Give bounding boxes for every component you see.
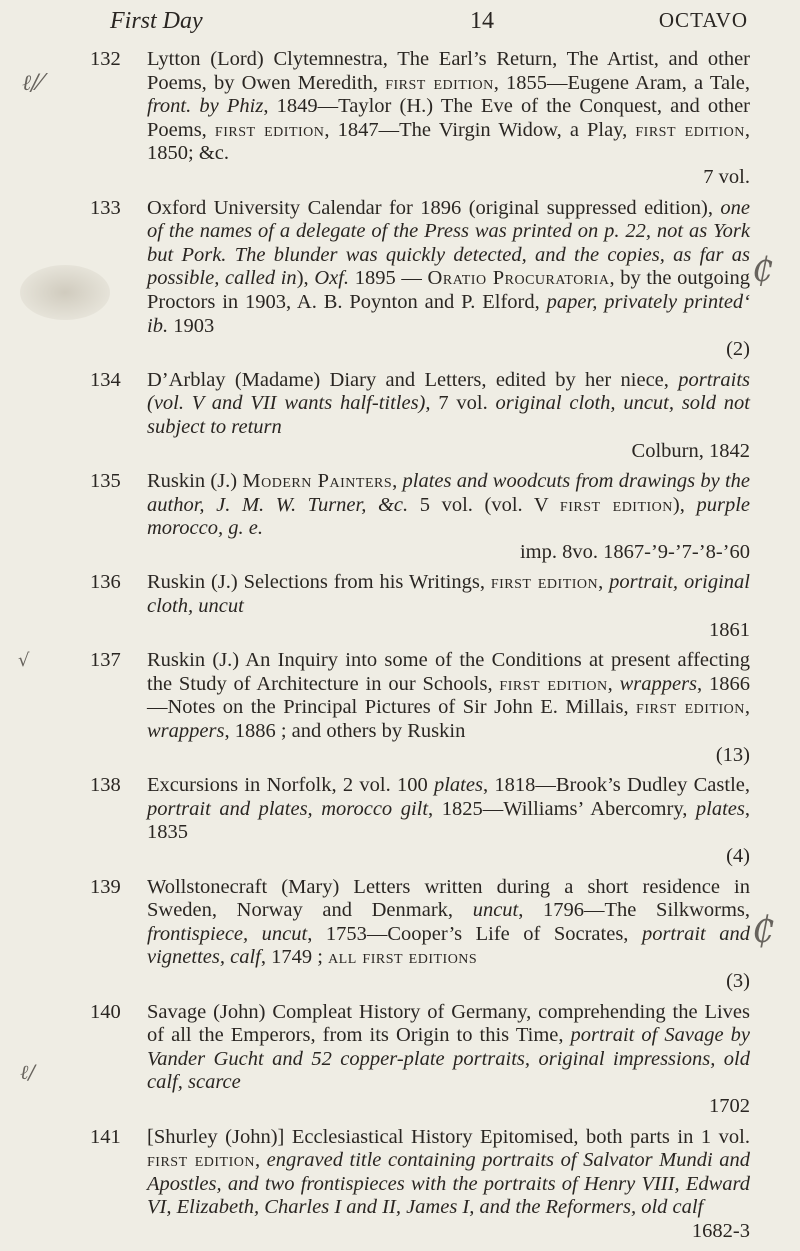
lot-text-segment: first edition	[559, 493, 673, 516]
lot-entry	[90, 774, 750, 868]
lot-text-segment: , 1855—Eugene Aram, a Tale,	[493, 71, 750, 94]
lot-text-segment: paper, privately printed‘ ib.	[147, 290, 750, 337]
lot-number: 133	[90, 196, 121, 219]
lot-text-segment: , 1749 ;	[260, 946, 329, 969]
lot-number: 140	[90, 1000, 121, 1023]
lot-entry	[90, 649, 750, 767]
lot-text-segment: first edition	[214, 118, 325, 141]
page-header	[110, 8, 748, 38]
lot-text-segment: , 1818—Brook’s Dudley Castle,	[482, 774, 750, 797]
lot-text-segment: first edition	[147, 1149, 255, 1172]
lot-text-segment: ,	[607, 672, 620, 695]
lot-text-segment: , 1796—The Silkworms,	[518, 899, 751, 922]
lot-text-segment: Savage (John) Compleat History of Germany, comprehending the Lives of all the Emperors, from its Origin to this Time,	[147, 1000, 750, 1047]
lot-entry	[90, 876, 750, 994]
lot-text-segment: 1903	[168, 314, 215, 337]
lot-entry	[90, 1126, 750, 1244]
lot-text-segment: first edition	[490, 571, 599, 594]
lot-text-segment: Oratio Procuratoria	[427, 267, 610, 290]
lot-text-segment: engraved title containing portraits of Salvator Mundi and Apostles, and two frontispieces with the portraits of Henry VIII, Edward VI, Elizabeth, Charles I and II, James I, and the Reformers, old calf	[147, 1149, 751, 1219]
lot-number: 132	[90, 48, 121, 70]
lot-text-segment: ,	[392, 470, 403, 493]
lot-text-segment: plates	[433, 774, 483, 797]
lot-number: 138	[90, 774, 121, 797]
lot-text-segment: , by the outgoing Proctors in 1903, A. B. Poynton and P. Elford,	[147, 267, 751, 313]
lot-entry	[90, 369, 750, 463]
lot-description	[147, 571, 750, 642]
margin-pencil-mark: ₵	[752, 910, 775, 951]
lot-text-segment: ,	[254, 1149, 267, 1172]
lot-text-segment: all first editions	[328, 946, 478, 969]
lot-date-or-count: 1702	[709, 1094, 750, 1117]
lot-description	[147, 1001, 750, 1119]
lot-description	[147, 876, 750, 994]
lot-text-segment: plates	[695, 797, 745, 820]
lot-description	[147, 369, 750, 463]
page-number: 14	[470, 8, 494, 34]
margin-pencil-mark: √	[18, 650, 30, 671]
lot-text-segment: Modern Painters	[242, 470, 393, 493]
header-day: First Day	[110, 8, 203, 34]
lot-text-segment: , 1866—Notes on the Principal Pictures of Sir John E. Millais,	[147, 672, 750, 719]
lot-text-segment: portraits (vol. V and VII wants half-titles),	[147, 368, 750, 415]
lot-text-segment: , 1847—The Virgin Widow, a Play,	[324, 118, 636, 141]
margin-pencil-mark: ₵	[752, 250, 774, 290]
lot-text-segment: portrait and vignettes, calf	[147, 922, 750, 969]
lot-text-segment: portrait, original cloth, uncut	[147, 571, 751, 618]
lot-text-segment: first edition	[385, 71, 494, 94]
lot-list	[90, 48, 750, 1251]
lot-description	[147, 48, 750, 190]
lot-text-segment: 7 vol.	[430, 392, 496, 415]
lot-text-segment: Ruskin (J.) An Inquiry into some of the Conditions at present affecting the Study of Architecture in our Schools,	[147, 649, 750, 695]
lot-text-segment: purple morocco, g. e.	[147, 493, 750, 540]
lot-text-segment: frontispiece, uncut	[147, 922, 308, 945]
lot-number: 134	[90, 368, 121, 391]
lot-text-segment: 5 vol. (vol. V	[408, 493, 560, 516]
lot-text-segment: Wollstonecraft (Mary) Letters written during a short residence in Sweden, Norway and Denmark,	[147, 875, 750, 922]
lot-description	[147, 1126, 750, 1244]
lot-date-or-count: (3)	[726, 969, 750, 992]
lot-entry	[90, 1001, 750, 1119]
header-format: OCTAVO	[658, 8, 748, 32]
lot-number: 136	[90, 571, 121, 594]
lot-description	[147, 649, 750, 767]
lot-date-or-count: (13)	[715, 743, 750, 766]
lot-date-or-count: Colburn, 1842	[631, 439, 750, 462]
lot-text-segment: , 1849—Taylor (H.) The Eve of the Conquest, and other Poems,	[147, 95, 751, 141]
lot-entry	[90, 48, 750, 190]
lot-text-segment: Oxf.	[314, 267, 350, 290]
lot-date-or-count: 1861	[709, 618, 750, 641]
lot-entry	[90, 571, 750, 642]
lot-text-segment: first edition	[636, 696, 745, 719]
lot-number: 139	[90, 875, 121, 898]
lot-entry	[90, 470, 750, 564]
lot-text-segment: first edition	[499, 672, 608, 695]
margin-pencil-mark: ℓ/⁄	[22, 71, 43, 96]
lot-text-segment: uncut	[472, 899, 519, 922]
lot-text-segment: plates and woodcuts from drawings by the author, J. M. W. Turner, &c.	[147, 470, 750, 516]
lot-text-segment: ),	[296, 267, 315, 290]
lot-text-segment: , 1850; &c.	[147, 118, 750, 165]
lot-text-segment: one of the names of a delegate of the Press was printed on p. 22, not as York but Pork. The blunder was quickly detected, and the copies, as far as possible, called in	[147, 196, 750, 290]
margin-pencil-mark: ℓ/	[20, 1060, 36, 1084]
lot-description	[147, 470, 750, 564]
lot-text-segment: wrappers	[619, 672, 698, 695]
lot-date-or-count: 1682-3	[691, 1219, 750, 1242]
lot-text-segment: , 1886 ; and others by Ruskin	[224, 720, 466, 743]
lot-text-segment: ,	[598, 571, 610, 594]
lot-text-segment: wrappers	[147, 720, 225, 743]
lot-text-segment: Oxford University Calendar for 1896 (original suppressed edition),	[147, 196, 721, 219]
lot-text-segment: original cloth, uncut, sold not subject to return	[147, 392, 750, 438]
lot-text-segment: first edition	[635, 118, 745, 141]
lot-date-or-count: (2)	[726, 338, 750, 361]
lot-number: 141	[90, 1125, 121, 1148]
lot-text-segment: ,	[744, 696, 751, 719]
lot-number: 137	[90, 649, 121, 672]
lot-description	[147, 774, 750, 868]
lot-date-or-count: imp. 8vo. 1867-’9-’7-’8-’60	[519, 540, 750, 563]
lot-description	[147, 197, 750, 362]
lot-text-segment: [Shurley (John)] Ecclesiastical History Epitomised, both parts in 1 vol.	[147, 1125, 750, 1148]
lot-text-segment: 1895 —	[349, 267, 428, 290]
lot-text-segment: ),	[672, 493, 697, 516]
lot-number: 135	[90, 470, 121, 493]
lot-text-segment: Lytton (Lord) Clytemnestra, The Earl’s Return, The Artist, and other Poems, by Owen Meredith,	[147, 48, 750, 94]
lot-text-segment: front. by Phiz	[147, 95, 264, 118]
lot-text-segment: portrait of Savage by Vander Gucht and 52 copper-plate portraits, original impressions, old calf, scarce	[147, 1024, 750, 1094]
lot-text-segment: , 1825—Williams’ Abercomry,	[428, 797, 696, 820]
lot-date-or-count: 7 vol.	[703, 165, 750, 188]
lot-text-segment: Ruskin (J.) Selections from his Writings,	[147, 571, 491, 594]
lot-text-segment: , 1753—Cooper’s Life of Socrates,	[307, 922, 642, 945]
lot-entry	[90, 197, 750, 362]
lot-text-segment: Ruskin (J.)	[147, 470, 243, 493]
lot-text-segment: portrait and plates, morocco gilt	[147, 797, 429, 820]
lot-date-or-count: (4)	[726, 845, 750, 867]
lot-text-segment: , 1835	[147, 797, 750, 844]
lot-text-segment: Excursions in Norfolk, 2 vol. 100	[147, 774, 434, 797]
lot-text-segment: D’Arblay (Madame) Diary and Letters, edited by her niece,	[147, 368, 679, 391]
